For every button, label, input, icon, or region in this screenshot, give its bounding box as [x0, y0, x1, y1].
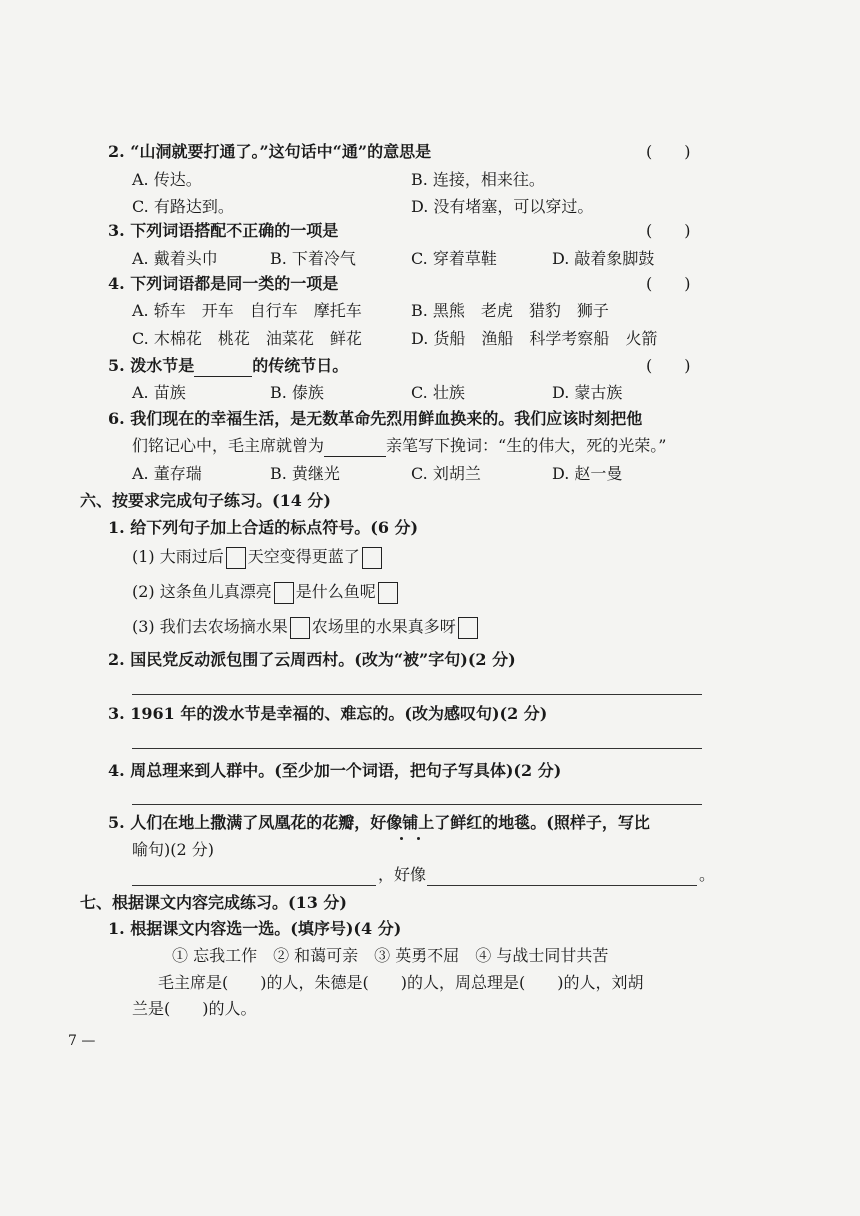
s7-q1-options: ① 忘我工作 ② 和蔼可亲 ③ 英勇不屈 ④ 与战士同甘共苦 [172, 946, 609, 965]
s6-q1-row3 [132, 616, 480, 639]
punctuation-box[interactable] [378, 582, 398, 604]
q3-option-b: B. 下着冷气 [270, 249, 356, 268]
s6-q5-comma-haoxiang: ，好像 [378, 865, 427, 884]
q2-stem: 2. “山洞就要打通了。”这句话中“通”的意思是 [108, 142, 432, 161]
section-6-heading: 六、按要求完成句子练习。(14 分) [80, 491, 331, 510]
s6-q1-row3-part1: (3) 我们去农场摘水果 [132, 617, 288, 636]
q4-option-d: D. 货船 渔船 科学考察船 火箭 [411, 329, 658, 348]
q5-stem [108, 355, 348, 377]
q4-option-b: B. 黑熊 老虎 猎豹 狮子 [411, 301, 609, 320]
s6-q1-row2-part1: (2) 这条鱼儿真漂亮 [132, 582, 272, 601]
q5-stem-pre: 5. 泼水节是 [108, 356, 195, 375]
q6-option-a: A. 董存瑞 [132, 464, 202, 483]
q4-stem: 4. 下列词语都是同一类的一项是 [108, 274, 339, 293]
s6-q5-answer-line-2[interactable] [427, 885, 697, 886]
s6-q5-stem-line2: 喻句)(2 分) [132, 840, 214, 859]
q3-option-d: D. 敲着象脚鼓 [552, 249, 655, 268]
section-7-heading: 七、根据课文内容完成练习。(13 分) [80, 893, 347, 912]
q5-answer-paren[interactable]: ( ) [646, 356, 691, 375]
s6-q1-row3-part2: 农场里的水果真多呀 [311, 617, 456, 636]
s6-q5-answer-line-1[interactable] [132, 885, 376, 886]
s6-q1-row1-part2: 天空变得更蓝了 [247, 547, 360, 566]
punctuation-box[interactable] [274, 582, 294, 604]
s6-q3-stem: 3. 1961 年的泼水节是幸福的、难忘的。(改为感叹句)(2 分) [108, 704, 548, 723]
q6-stem-pre: 们铭记心中，毛主席就曾为 [132, 436, 325, 455]
s6-q4-stem: 4. 周总理来到人群中。(至少加一个词语，把句子写具体)(2 分) [108, 761, 562, 780]
s6-q5-stem-line1: 5. 人们在地上撒满了凤凰花的花瓣，好像铺上了鲜红的地毯。(照样子，写比 [108, 813, 650, 832]
emphasis-dot [417, 837, 420, 840]
s6-q5-period: 。 [699, 865, 716, 884]
q5-option-c: C. 壮族 [411, 383, 465, 402]
q6-stem-line1: 6. 我们现在的幸福生活，是无数革命先烈用鲜血换来的。我们应该时刻把他 [108, 409, 643, 428]
punctuation-box[interactable] [290, 617, 310, 639]
q6-stem-line2 [132, 435, 666, 457]
q3-option-a: A. 戴着头巾 [132, 249, 218, 268]
s6-q2-answer-line[interactable] [132, 694, 702, 695]
page-number: 7 — [68, 1033, 96, 1049]
q5-option-d: D. 蒙古族 [552, 383, 623, 402]
q6-stem-post: 亲笔写下挽词：“生的伟大，死的光荣。” [386, 436, 667, 455]
s6-q4-answer-line[interactable] [132, 804, 702, 805]
q2-option-c: C. 有路达到。 [132, 197, 234, 216]
q5-stem-post: 的传统节日。 [252, 356, 349, 375]
q3-option-c: C. 穿着草鞋 [411, 249, 497, 268]
q6-blank[interactable] [324, 438, 386, 457]
s6-q1-row1 [132, 546, 384, 569]
q4-answer-paren[interactable]: ( ) [646, 274, 691, 293]
q5-blank[interactable] [194, 358, 252, 377]
q2-answer-paren[interactable]: ( ) [646, 142, 691, 161]
q2-option-a: A. 传达。 [132, 170, 202, 189]
s7-q1-fill-line2[interactable]: 兰是( )的人。 [132, 999, 257, 1018]
emphasis-dot [400, 837, 403, 840]
q4-option-a: A. 轿车 开车 自行车 摩托车 [132, 301, 362, 320]
s6-q3-answer-line[interactable] [132, 748, 702, 749]
punctuation-box[interactable] [362, 547, 382, 569]
q4-option-c: C. 木棉花 桃花 油菜花 鲜花 [132, 329, 362, 348]
q6-option-d: D. 赵一曼 [552, 464, 623, 483]
q2-option-d: D. 没有堵塞，可以穿过。 [411, 197, 594, 216]
q5-option-b: B. 傣族 [270, 383, 324, 402]
s7-q1-fill-line1[interactable]: 毛主席是( )的人，朱德是( )的人，周总理是( )的人，刘胡 [158, 973, 644, 992]
q3-stem: 3. 下列词语搭配不正确的一项是 [108, 221, 339, 240]
q2-option-b: B. 连接，相来往。 [411, 170, 545, 189]
q3-answer-paren[interactable]: ( ) [646, 221, 691, 240]
s6-q1-row2-part2: 是什么鱼呢 [295, 582, 376, 601]
s6-q1-stem: 1. 给下列句子加上合适的标点符号。(6 分) [108, 518, 419, 537]
q6-option-b: B. 黄继光 [270, 464, 340, 483]
q6-option-c: C. 刘胡兰 [411, 464, 481, 483]
punctuation-box[interactable] [226, 547, 246, 569]
s6-q2-stem: 2. 国民党反动派包围了云周西村。(改为“被”字句)(2 分) [108, 650, 516, 669]
s7-q1-stem: 1. 根据课文内容选一选。(填序号)(4 分) [108, 919, 402, 938]
s6-q1-row2 [132, 581, 400, 604]
q5-option-a: A. 苗族 [132, 383, 186, 402]
punctuation-box[interactable] [458, 617, 478, 639]
s6-q1-row1-part1: (1) 大雨过后 [132, 547, 224, 566]
